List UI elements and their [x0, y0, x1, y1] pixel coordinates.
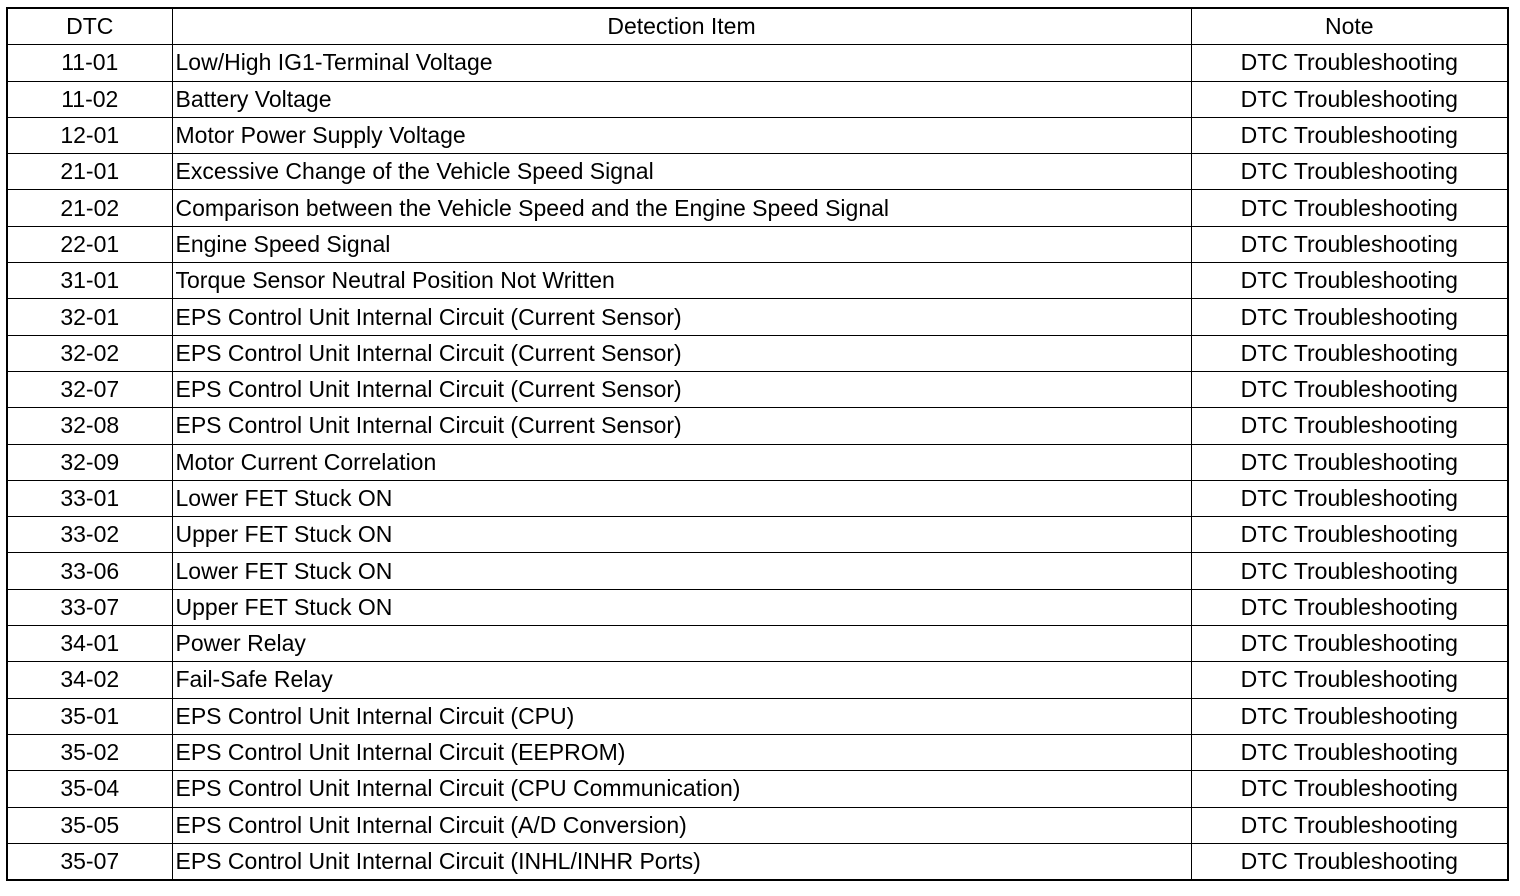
- detection-item-cell: Lower FET Stuck ON: [172, 553, 1191, 589]
- dtc-code-cell: 31-01: [7, 263, 172, 299]
- header-detection-item: Detection Item: [172, 8, 1191, 45]
- dtc-code-cell: 32-01: [7, 299, 172, 335]
- dtc-code-cell: 21-02: [7, 190, 172, 226]
- dtc-code-cell: 11-02: [7, 81, 172, 117]
- detection-item-cell: EPS Control Unit Internal Circuit (A/D Conversion): [172, 807, 1191, 843]
- table-row: [7, 444, 1508, 480]
- detection-item-cell: Motor Current Correlation: [172, 444, 1191, 480]
- table-row: [7, 480, 1508, 516]
- dtc-code-cell: 32-07: [7, 371, 172, 407]
- detection-item-cell: Motor Power Supply Voltage: [172, 117, 1191, 153]
- note-cell: DTC Troubleshooting: [1191, 662, 1508, 698]
- note-cell: DTC Troubleshooting: [1191, 45, 1508, 81]
- header-note: Note: [1191, 8, 1508, 45]
- table-row: [7, 807, 1508, 843]
- note-cell: DTC Troubleshooting: [1191, 807, 1508, 843]
- detection-item-cell: Upper FET Stuck ON: [172, 589, 1191, 625]
- table-header-row: [7, 8, 1508, 45]
- header-dtc: DTC: [7, 8, 172, 45]
- note-cell: DTC Troubleshooting: [1191, 771, 1508, 807]
- table-row: [7, 553, 1508, 589]
- note-cell: DTC Troubleshooting: [1191, 589, 1508, 625]
- table-body: [7, 45, 1508, 880]
- detection-item-cell: Battery Voltage: [172, 81, 1191, 117]
- dtc-code-cell: 32-09: [7, 444, 172, 480]
- note-cell: DTC Troubleshooting: [1191, 517, 1508, 553]
- dtc-code-cell: 35-07: [7, 843, 172, 880]
- dtc-code-cell: 33-02: [7, 517, 172, 553]
- table-row: [7, 771, 1508, 807]
- table-row: [7, 626, 1508, 662]
- detection-item-cell: Upper FET Stuck ON: [172, 517, 1191, 553]
- note-cell: DTC Troubleshooting: [1191, 408, 1508, 444]
- table-row: [7, 698, 1508, 734]
- dtc-code-cell: 12-01: [7, 117, 172, 153]
- table-row: [7, 190, 1508, 226]
- detection-item-cell: Engine Speed Signal: [172, 226, 1191, 262]
- detection-item-cell: Lower FET Stuck ON: [172, 480, 1191, 516]
- detection-item-cell: Excessive Change of the Vehicle Speed Signal: [172, 154, 1191, 190]
- table-row: [7, 517, 1508, 553]
- detection-item-cell: EPS Control Unit Internal Circuit (INHL/INHR Ports): [172, 843, 1191, 880]
- note-cell: DTC Troubleshooting: [1191, 626, 1508, 662]
- detection-item-cell: EPS Control Unit Internal Circuit (CPU Communication): [172, 771, 1191, 807]
- table-row: [7, 154, 1508, 190]
- dtc-code-cell: 35-02: [7, 734, 172, 770]
- table-row: [7, 117, 1508, 153]
- detection-item-cell: EPS Control Unit Internal Circuit (Current Sensor): [172, 299, 1191, 335]
- note-cell: DTC Troubleshooting: [1191, 154, 1508, 190]
- detection-item-cell: Fail-Safe Relay: [172, 662, 1191, 698]
- table-row: [7, 263, 1508, 299]
- note-cell: DTC Troubleshooting: [1191, 226, 1508, 262]
- dtc-code-cell: 35-01: [7, 698, 172, 734]
- table-row: [7, 371, 1508, 407]
- table-row: [7, 734, 1508, 770]
- detection-item-cell: EPS Control Unit Internal Circuit (Current Sensor): [172, 371, 1191, 407]
- table-row: [7, 226, 1508, 262]
- table-row: [7, 408, 1508, 444]
- dtc-code-cell: 33-01: [7, 480, 172, 516]
- table-row: [7, 662, 1508, 698]
- note-cell: DTC Troubleshooting: [1191, 843, 1508, 880]
- dtc-code-cell: 32-08: [7, 408, 172, 444]
- dtc-table: [6, 7, 1509, 881]
- detection-item-cell: EPS Control Unit Internal Circuit (EEPROM): [172, 734, 1191, 770]
- dtc-code-cell: 33-07: [7, 589, 172, 625]
- detection-item-cell: Power Relay: [172, 626, 1191, 662]
- dtc-code-cell: 11-01: [7, 45, 172, 81]
- table-row: [7, 589, 1508, 625]
- note-cell: DTC Troubleshooting: [1191, 553, 1508, 589]
- dtc-code-cell: 34-01: [7, 626, 172, 662]
- table-row: [7, 335, 1508, 371]
- dtc-code-cell: 35-05: [7, 807, 172, 843]
- note-cell: DTC Troubleshooting: [1191, 263, 1508, 299]
- note-cell: DTC Troubleshooting: [1191, 734, 1508, 770]
- dtc-code-cell: 35-04: [7, 771, 172, 807]
- detection-item-cell: EPS Control Unit Internal Circuit (CPU): [172, 698, 1191, 734]
- note-cell: DTC Troubleshooting: [1191, 299, 1508, 335]
- table-row: [7, 45, 1508, 81]
- table-row: [7, 843, 1508, 880]
- dtc-code-cell: 33-06: [7, 553, 172, 589]
- note-cell: DTC Troubleshooting: [1191, 190, 1508, 226]
- note-cell: DTC Troubleshooting: [1191, 81, 1508, 117]
- dtc-code-cell: 32-02: [7, 335, 172, 371]
- detection-item-cell: Low/High IG1-Terminal Voltage: [172, 45, 1191, 81]
- note-cell: DTC Troubleshooting: [1191, 371, 1508, 407]
- note-cell: DTC Troubleshooting: [1191, 335, 1508, 371]
- detection-item-cell: EPS Control Unit Internal Circuit (Current Sensor): [172, 335, 1191, 371]
- note-cell: DTC Troubleshooting: [1191, 444, 1508, 480]
- detection-item-cell: EPS Control Unit Internal Circuit (Current Sensor): [172, 408, 1191, 444]
- detection-item-cell: Torque Sensor Neutral Position Not Written: [172, 263, 1191, 299]
- dtc-code-cell: 22-01: [7, 226, 172, 262]
- table-row: [7, 299, 1508, 335]
- note-cell: DTC Troubleshooting: [1191, 117, 1508, 153]
- note-cell: DTC Troubleshooting: [1191, 698, 1508, 734]
- dtc-code-cell: 21-01: [7, 154, 172, 190]
- table-row: [7, 81, 1508, 117]
- detection-item-cell: Comparison between the Vehicle Speed and the Engine Speed Signal: [172, 190, 1191, 226]
- dtc-code-cell: 34-02: [7, 662, 172, 698]
- note-cell: DTC Troubleshooting: [1191, 480, 1508, 516]
